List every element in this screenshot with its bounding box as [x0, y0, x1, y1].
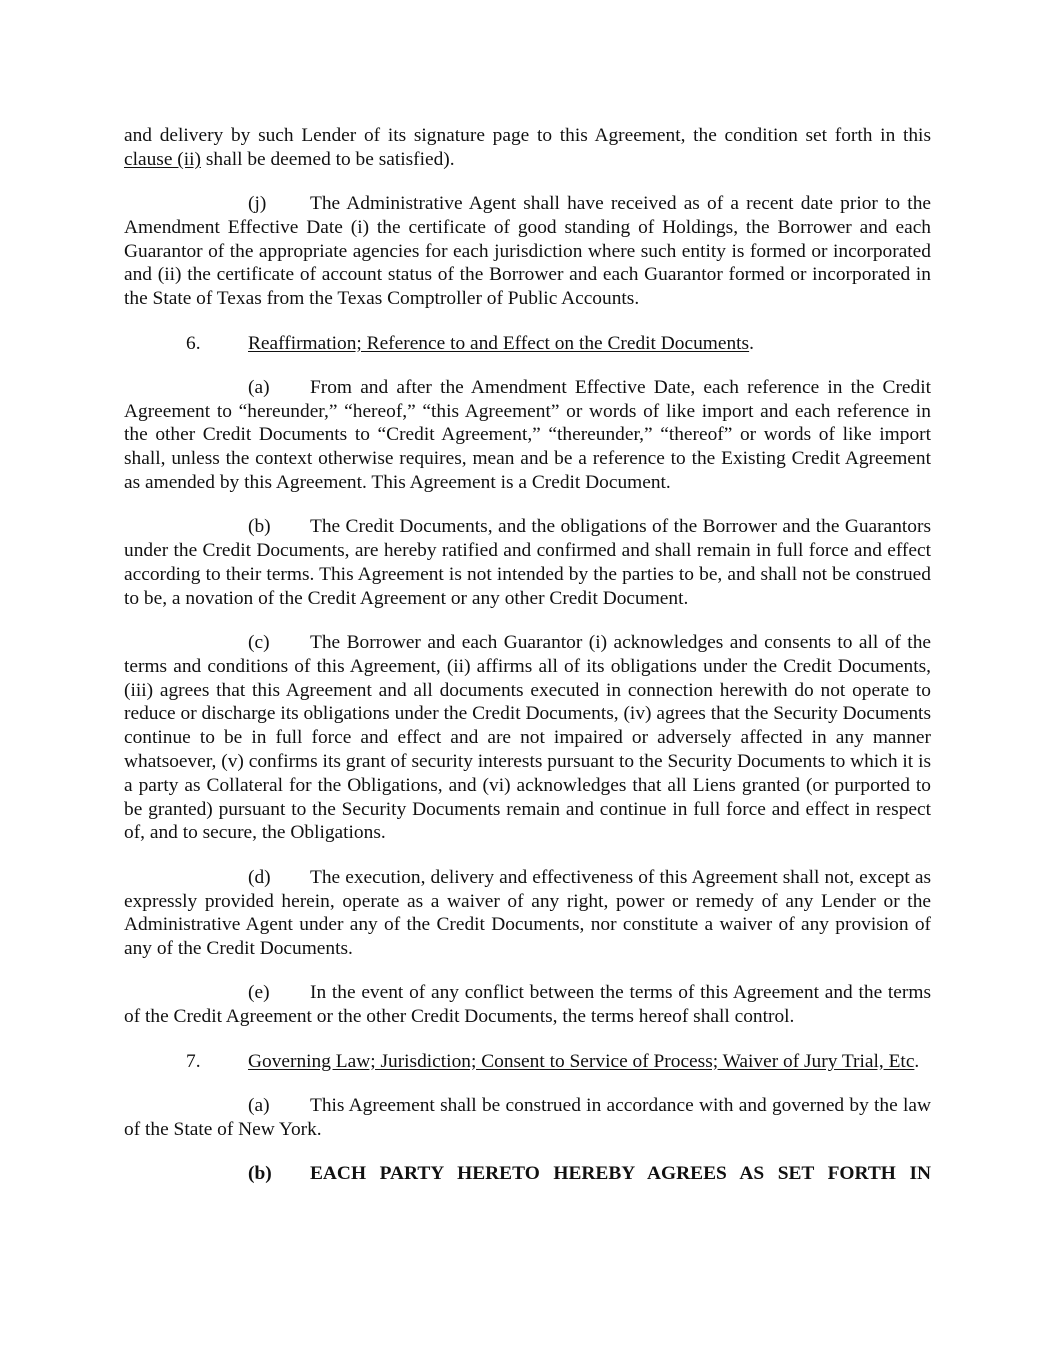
- paragraph-6c: [124, 631, 931, 845]
- section-number: 7.: [186, 1050, 201, 1072]
- paragraph-label: (e): [248, 982, 270, 1004]
- section-title: Reaffirmation; Reference to and Effect on the Credit Documents: [248, 332, 750, 354]
- section-number: 6.: [186, 332, 201, 354]
- section-title: Governing Law; Jurisdiction; Consent to Service of Process; Waiver of Jury Trial, Etc: [248, 1050, 915, 1072]
- paragraph-text: The Credit Documents, and the obligations of the Borrower and the Guarantors under the Credit Documents, are hereby ratified and confirmed and shall remain in full force and effect according to their terms. This Agreement is not intended by the parties to be, and shall not be construed to be, a novation of the Credit Agreement or any other Credit Document.: [124, 516, 931, 609]
- paragraph-label: (a): [248, 1094, 270, 1116]
- paragraph-label: (b): [248, 1162, 272, 1184]
- paragraph-text: This Agreement shall be construed in accordance with and governed by the law of the State of New York.: [124, 1094, 931, 1140]
- paragraph-7a: [124, 1094, 931, 1142]
- paragraph-6a: [124, 376, 931, 495]
- paragraph-6e: [124, 981, 931, 1029]
- paragraph-text: In the event of any conflict between the terms of this Agreement and the terms of the Credit Agreement or the other Credit Documents, the terms hereof shall control.: [124, 982, 931, 1028]
- document-page: [124, 124, 931, 1206]
- section-6-heading: 6. Reaffirmation; Reference to and Effect on the Credit Documents.: [124, 332, 931, 356]
- paragraph-text: and delivery by such Lender of its signature page to this Agreement, the condition set forth in this: [124, 125, 931, 146]
- paragraph-text: The Administrative Agent shall have received as of a recent date prior to the Amendment Effective Date (i) the certificate of good standing of Holdings, the Borrower and each Guarantor of the appropriate agencies for each jurisdiction where such entity is formed or incorporated and (ii) the certificate of account status of the Borrower and each Guarantor formed or incorporated in the State of Texas from the Texas Comptroller of Public Accounts.: [124, 193, 931, 310]
- paragraph-label: (a): [248, 376, 270, 398]
- paragraph-label: (d): [248, 866, 271, 888]
- paragraph-continuation: [124, 124, 931, 172]
- paragraph-7b: [124, 1162, 931, 1186]
- paragraph-text: shall be deemed to be satisfied).: [201, 148, 455, 170]
- paragraph-6b: [124, 515, 931, 610]
- section-7-heading: 7. Governing Law; Jurisdiction; Consent to Service of Process; Waiver of Jury Trial, Etc.: [124, 1050, 931, 1074]
- paragraph-text: The execution, delivery and effectiveness of this Agreement shall not, except as expressly provided herein, operate as a waiver of any right, power or remedy of any Lender or the Administrative Agent under any of the Credit Documents, nor constitute a waiver of any provision of any of the Credit Documents.: [124, 866, 931, 960]
- paragraph-label: (j): [248, 193, 267, 215]
- paragraph-text: EACH PARTY HERETO HEREBY AGREES AS SET FORTH IN: [310, 1162, 931, 1184]
- paragraph-text: From and after the Amendment Effective Date, each reference in the Credit Agreement to “hereunder,” “hereof,” “this Agreement” or words of like import and each reference in the other Credit Documents to “Credit Agreement,” “thereunder,” “thereof” or words of like import shall, unless the context otherwise requires, mean and be a reference to the Existing Credit Agreement as amended by this Agreement. This Agreement is a Credit Document.: [124, 376, 931, 494]
- paragraph-label: (c): [248, 632, 270, 654]
- paragraph-text: The Borrower and each Guarantor (i) acknowledges and consents to all of the terms and conditions of this Agreement, (ii) affirms all of its obligations under the Credit Documents, (iii) agrees that this Agreement and all documents executed in connection herewith do not operate to reduce or discharge its obligations under the Credit Documents, (iv) agrees that the Security Documents continue to be in full force and effect and are not impaired or adversely affected in any manner whatsoever, (v) confirms its grant of security interests pursuant to the Security Documents to which it is a party as Collateral for the Obligations, and (vi) acknowledges that all Liens granted (or purported to be granted) pursuant to the Security Documents remain and continue in full force and effect in respect of, and to secure, the Obligations.: [124, 632, 931, 844]
- paragraph-label: (b): [248, 516, 271, 538]
- clause-reference: clause (ii): [124, 148, 201, 170]
- paragraph-j: [124, 192, 931, 311]
- paragraph-6d: [124, 866, 931, 961]
